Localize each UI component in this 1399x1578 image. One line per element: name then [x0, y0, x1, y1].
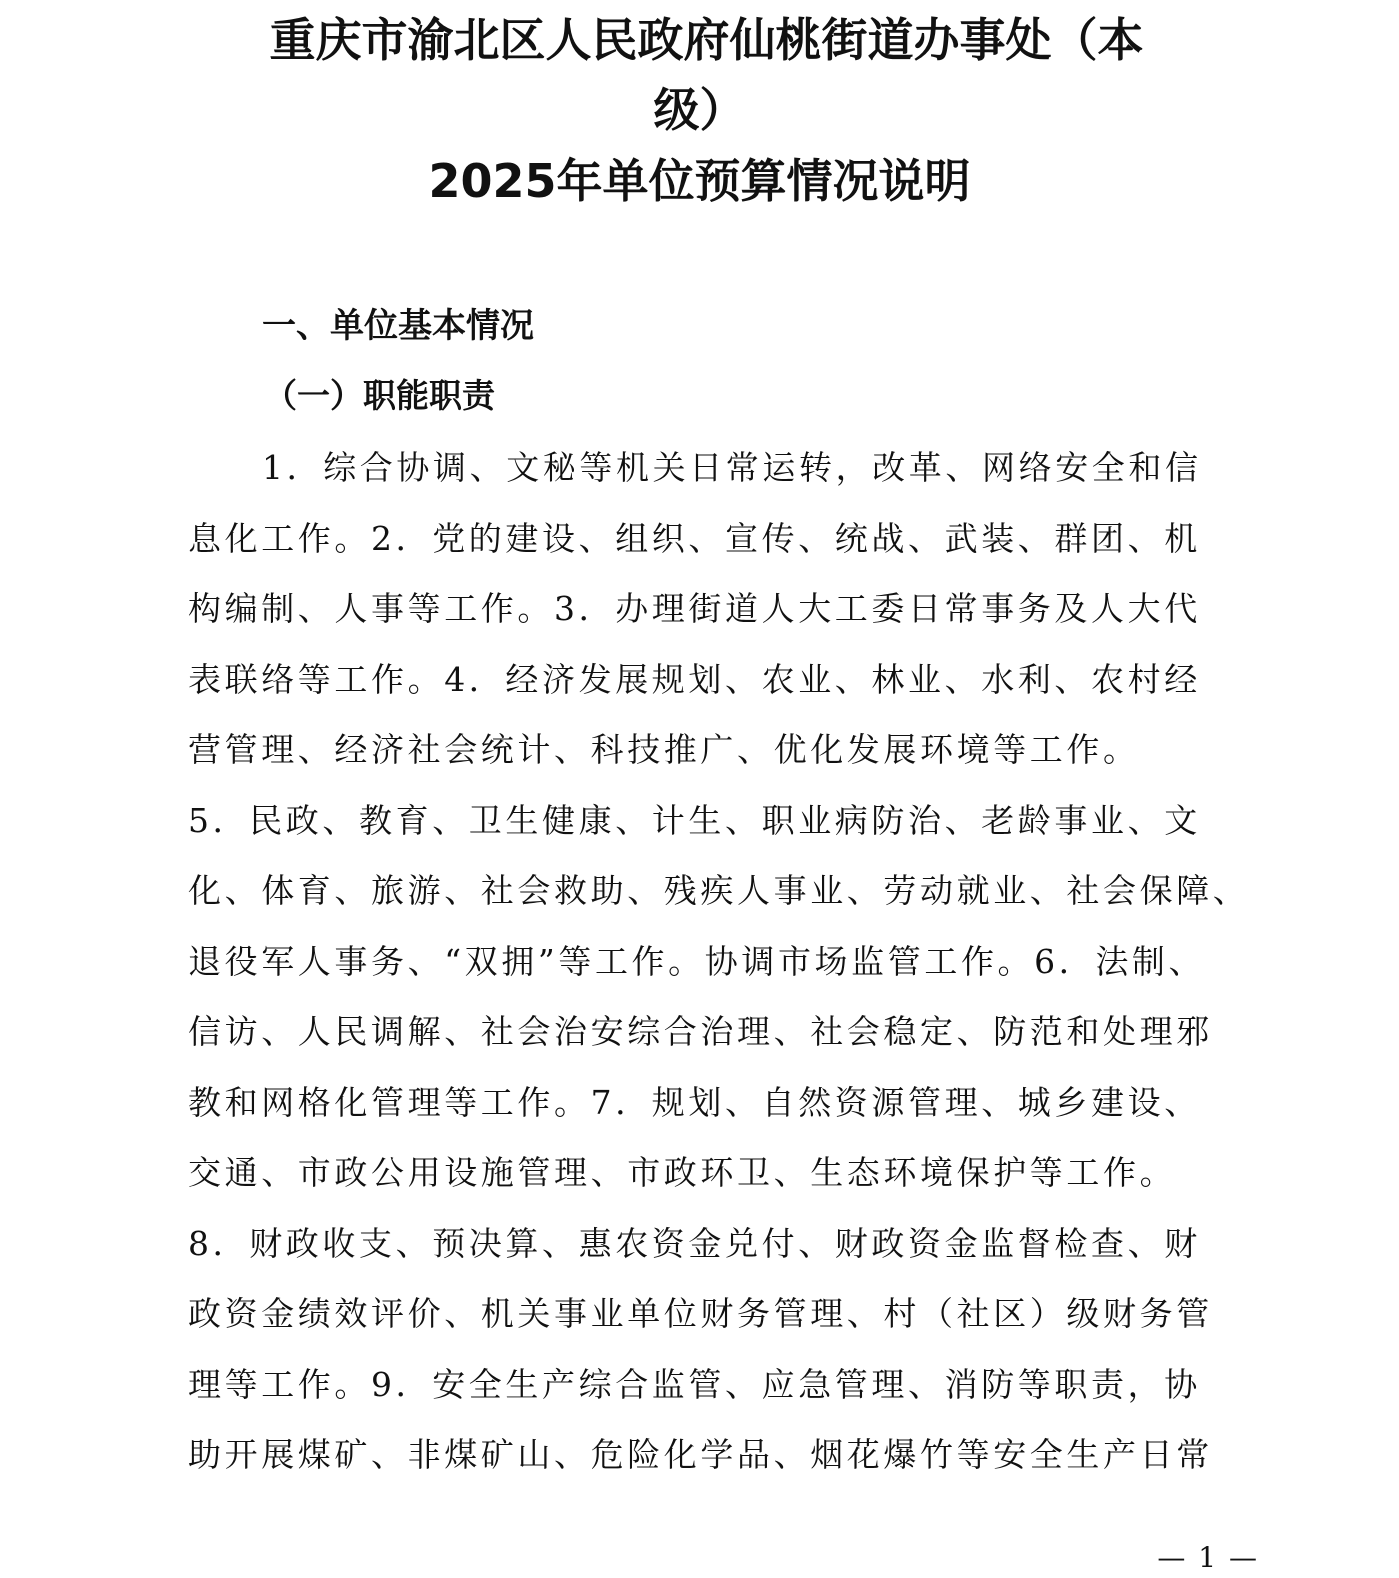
body-line: 8．财政收支、预决算、惠农资金兑付、财政资金监督检查、财: [188, 1223, 1201, 1263]
body-line: 构编制、人事等工作。3．办理街道人大工委日常事务及人大代: [188, 589, 1201, 628]
body-line: 退役军人事务、“双拥”等工作。协调市场监管工作。6．法制、: [188, 941, 1206, 981]
section-heading: 一、单位基本情况: [262, 306, 534, 346]
page-number: — 1 —: [1157, 1541, 1259, 1574]
body-line: 1．综合协调、文秘等机关日常运转，改革、网络安全和信: [262, 448, 1202, 487]
body-line: 信访、人民调解、社会治安综合治理、社会稳定、防范和处理邪: [188, 1012, 1213, 1051]
document-title-line-2: 级）: [653, 83, 746, 137]
body-line: 理等工作。9．安全生产综合监管、应急管理、消防等职责，协: [188, 1364, 1201, 1404]
body-text: [188, 440, 1268, 1498]
body-line: 5．民政、教育、卫生健康、计生、职业病防治、老龄事业、文: [188, 800, 1201, 840]
sub-heading: （一）职能职责: [264, 376, 495, 415]
document-title-line-1: 重庆市渝北区人民政府仙桃街道办事处（本: [269, 13, 1144, 67]
body-line: 助开展煤矿、非煤矿山、危险化学品、烟花爆竹等安全生产日常: [188, 1435, 1213, 1474]
body-line: 息化工作。2．党的建设、组织、宣传、统战、武装、群团、机: [188, 518, 1201, 558]
body-line: 交通、市政公用设施管理、市政环卫、生态环境保护等工作。: [188, 1153, 1177, 1192]
body-line: 化、体育、旅游、社会救助、残疾人事业、劳动就业、社会保障、: [188, 871, 1250, 910]
body-line: 教和网格化管理等工作。7．规划、自然资源管理、城乡建设、: [188, 1082, 1201, 1122]
body-line: 营管理、经济社会统计、科技推广、优化发展环境等工作。: [188, 730, 1140, 769]
document-title-line-3: 2025年单位预算情况说明: [428, 154, 971, 208]
body-line: 表联络等工作。4．经济发展规划、农业、林业、水利、农村经: [188, 659, 1201, 699]
body-line: 政资金绩效评价、机关事业单位财务管理、村（社区）级财务管: [188, 1294, 1213, 1333]
